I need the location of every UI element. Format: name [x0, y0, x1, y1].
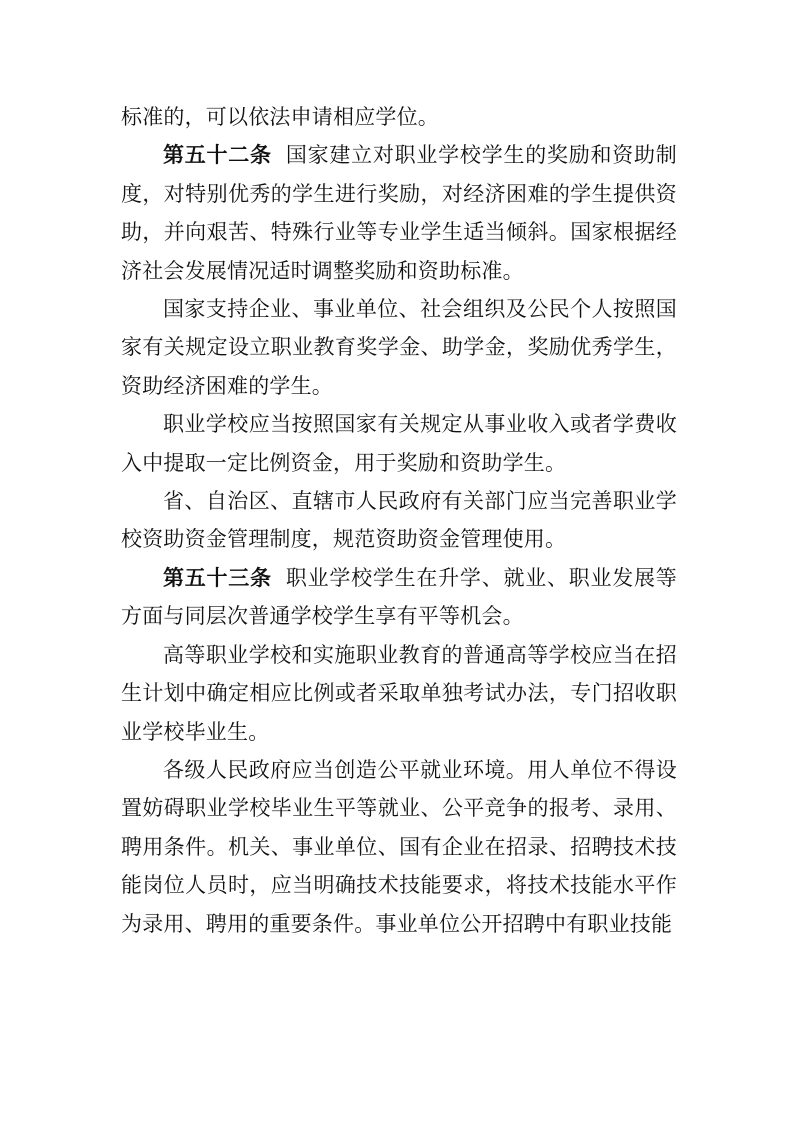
paragraph: [121, 751, 677, 943]
paragraph: [121, 482, 677, 559]
article-number: 第五十二条: [163, 143, 272, 168]
paragraph-text: 标准的，可以依法申请相应学位。: [121, 105, 439, 129]
paragraph: [121, 290, 677, 405]
article-53-paragraph: [121, 559, 677, 636]
paragraph-text: 省、自治区、直辖市人民政府有关部门应当完善职业学校资助资金管理制度，规范资助资金管理使用。: [121, 489, 677, 552]
paragraph-continuation: [121, 98, 677, 136]
paragraph: [121, 405, 677, 482]
paragraph-text: 高等职业学校和实施职业教育的普通高等学校应当在招生计划中确定相应比例或者采取单独考试办法，专门招收职业学校毕业生。: [121, 642, 677, 744]
paragraph-text: 职业学校应当按照国家有关规定从事业收入或者学费收入中提取一定比例资金，用于奖励和资助学生。: [121, 412, 677, 475]
paragraph-text: 国家建立对职业学校学生的奖励和资助制度，对特别优秀的学生进行奖励，对经济困难的学生提供资助，并向艰苦、特殊行业等专业学生适当倾斜。国家根据经济社会发展情况适时调整奖励和资助标准。: [121, 143, 678, 283]
document-page: [121, 98, 677, 943]
article-52-paragraph: [121, 136, 677, 290]
paragraph-text: 各级人民政府应当创造公平就业环境。用人单位不得设置妨碍职业学校毕业生平等就业、公平竞争的报考、录用、聘用条件。机关、事业单位、国有企业在招录、招聘技术技能岗位人员时，应当明确技术技能要求，将技术技能水平作为录用、聘用的重要条件。事业单位公开招聘中有职业技能: [121, 757, 677, 936]
paragraph-text: 职业学校学生在升学、就业、职业发展等方面与同层次普通学校学生享有平等机会。: [121, 565, 678, 629]
paragraph: [121, 636, 677, 751]
article-number: 第五十三条: [163, 565, 272, 590]
paragraph-text: 国家支持企业、事业单位、社会组织及公民个人按照国家有关规定设立职业教育奖学金、助学金，奖励优秀学生，资助经济困难的学生。: [121, 297, 677, 398]
